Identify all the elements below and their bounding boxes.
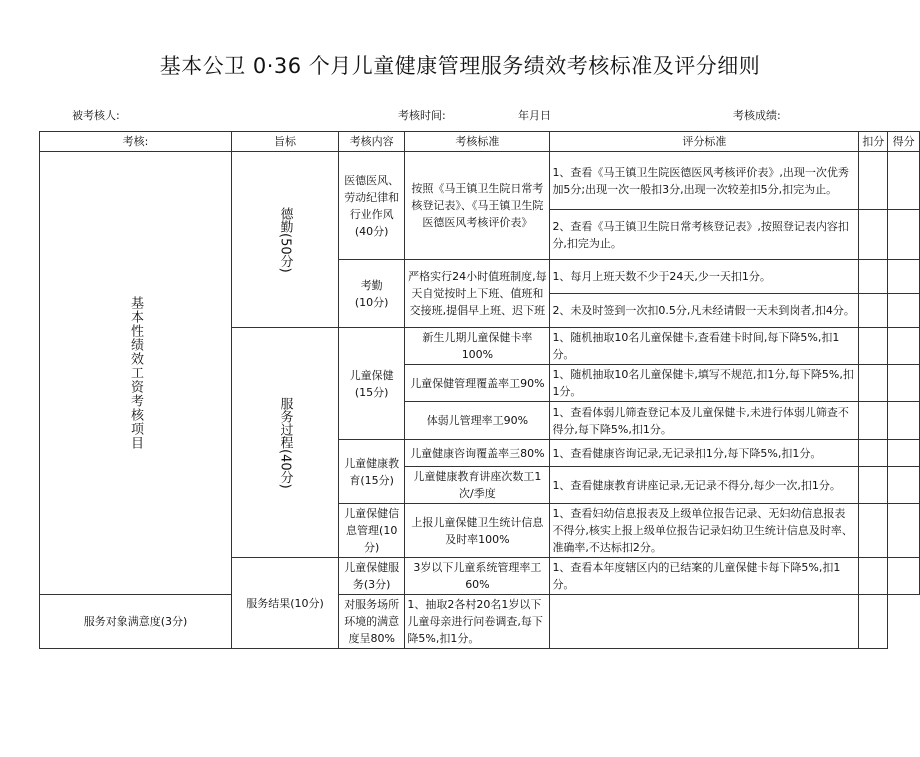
content-cell: 医德医风、劳动纪律和行业作风(40分)	[339, 152, 405, 260]
scoring-cell: 1、随机抽取10名儿童保健卡,查看建卡时间,每下降5%,扣1分。	[550, 328, 859, 365]
content-cell: 儿童保健(15分)	[339, 328, 405, 440]
scoring-cell: 1、每月上班天数不少于24天,少一天扣1分。	[550, 260, 859, 294]
scoring-cell: 1、抽取2各村20名1岁以下儿童母亲进行问卷调查,每下降5%,扣1分。	[405, 595, 550, 649]
deduct-cell[interactable]	[859, 558, 888, 595]
header-indicator: 旨标	[232, 132, 339, 152]
scoring-cell: 2、查看《马王镇卫生院日常考核登记表》,按照登记表内容扣分,扣完为止。	[550, 210, 859, 260]
score-cell[interactable]	[888, 328, 920, 365]
score-cell[interactable]	[888, 402, 920, 440]
table-row	[40, 152, 920, 210]
page-title: 基本公卫 0·36 个月儿童健康管理服务绩效考核标准及评分细则	[159, 54, 761, 78]
deduct-cell[interactable]	[859, 504, 888, 558]
score-cell[interactable]	[888, 467, 920, 504]
standard-cell: 按照《马王镇卫生院日常考核登记表》、《马王镇卫生院医德医风考核评价表》	[405, 152, 550, 260]
exam-date-label: 年月日	[518, 109, 551, 122]
group-label-virtue: 德勤(50分)	[232, 152, 339, 328]
scoring-cell: 1、查看体弱儿筛查登记本及儿童保健卡,未进行体弱儿筛查不得分,每下降5%,扣1分。	[550, 402, 859, 440]
table-row	[40, 595, 920, 649]
scoring-cell: 2、未及时签到一次扣0.5分,凡未经请假一天未到岗者,扣4分。	[550, 294, 859, 328]
group-label-process: 服务过程(40分)	[232, 328, 339, 558]
deduct-cell[interactable]	[859, 440, 888, 467]
standard-cell: 对服务场所环境的满意度呈80%	[339, 595, 405, 649]
score-cell[interactable]	[888, 504, 920, 558]
standard-cell: 新生儿期儿童保健卡率100%	[405, 328, 550, 365]
score-cell[interactable]	[888, 152, 920, 210]
header-scoring: 评分标准	[550, 132, 859, 152]
scoring-cell: 1、查看妇幼信息报表及上级单位报告记录、无妇幼信息报表不得分,核实上报上级单位报告记录妇幼卫生统计信息及时率、准确率,不达标扣2分。	[550, 504, 859, 558]
header-deduct: 扣分	[859, 132, 888, 152]
content-cell: 儿童保健信息管理(10分)	[339, 504, 405, 558]
header-score: 得分	[888, 132, 920, 152]
exam-time-label: 考核时间:	[398, 109, 446, 122]
score-cell[interactable]	[888, 210, 920, 260]
standard-cell: 上报儿童保健卫生统计信息及时率100%	[405, 504, 550, 558]
score-cell[interactable]	[888, 440, 920, 467]
scoring-cell: 1、查看本年度辖区内的已结案的儿童保健卡每下降5%,扣1分。	[550, 558, 859, 595]
scoring-cell: 1、查看《马王镇卫生院医德医风考核评价表》,出现一次优秀加5分;出现一次一般扣3分,出现一次较差扣5分,扣完为止。	[550, 152, 859, 210]
table-header-row	[40, 132, 920, 152]
group-label-result: 服务结果(10分)	[232, 558, 339, 649]
scoring-cell: 1、随机抽取10名儿童保健卡,填写不规范,扣1分,每下降5%,扣1分。	[550, 365, 859, 402]
standard-cell: 体弱儿管理率工90%	[405, 402, 550, 440]
content-cell: 儿童保健服务(3分)	[339, 558, 405, 595]
standard-cell: 3岁以下儿童系统管理率工60%	[405, 558, 550, 595]
deduct-cell[interactable]	[550, 595, 859, 649]
content-cell: 考勤 (10分)	[339, 260, 405, 328]
standard-cell: 儿童健康咨询覆盖率三80%	[405, 440, 550, 467]
header-content: 考核内容	[339, 132, 405, 152]
deduct-cell[interactable]	[859, 328, 888, 365]
scoring-cell: 1、查看健康咨询记录,无记录扣1分,每下降5%,扣1分。	[550, 440, 859, 467]
standard-cell: 严格实行24小时值班制度,每天自觉按时上下班、值班和交接班,提倡早上班、迟下班	[405, 260, 550, 328]
score-cell[interactable]	[888, 365, 920, 402]
scoring-cell: 1、查看健康教育讲座记录,无记录不得分,每少一次,扣1分。	[550, 467, 859, 504]
examinee-label: 被考核人:	[72, 109, 120, 122]
score-cell[interactable]	[888, 294, 920, 328]
section-label: 基本性绩效工资考核项目	[40, 152, 232, 595]
deduct-cell[interactable]	[859, 467, 888, 504]
content-cell: 儿童健康教育(15分)	[339, 440, 405, 504]
scoring-table	[39, 131, 920, 649]
deduct-cell[interactable]	[859, 152, 888, 210]
deduct-cell[interactable]	[859, 210, 888, 260]
deduct-cell[interactable]	[859, 260, 888, 294]
header-standard: 考核标准	[405, 132, 550, 152]
exam-score-label: 考核成绩:	[733, 109, 781, 122]
standard-cell: 儿童保健管理覆盖率工90%	[405, 365, 550, 402]
deduct-cell[interactable]	[859, 365, 888, 402]
standard-cell: 儿童健康教育讲座次数工1次/季度	[405, 467, 550, 504]
content-cell: 服务对象满意度(3分)	[40, 595, 232, 649]
header-category: 考核:	[40, 132, 232, 152]
deduct-cell[interactable]	[859, 294, 888, 328]
score-cell[interactable]	[888, 260, 920, 294]
score-cell[interactable]	[888, 558, 920, 595]
deduct-cell[interactable]	[859, 402, 888, 440]
score-cell[interactable]	[859, 595, 888, 649]
